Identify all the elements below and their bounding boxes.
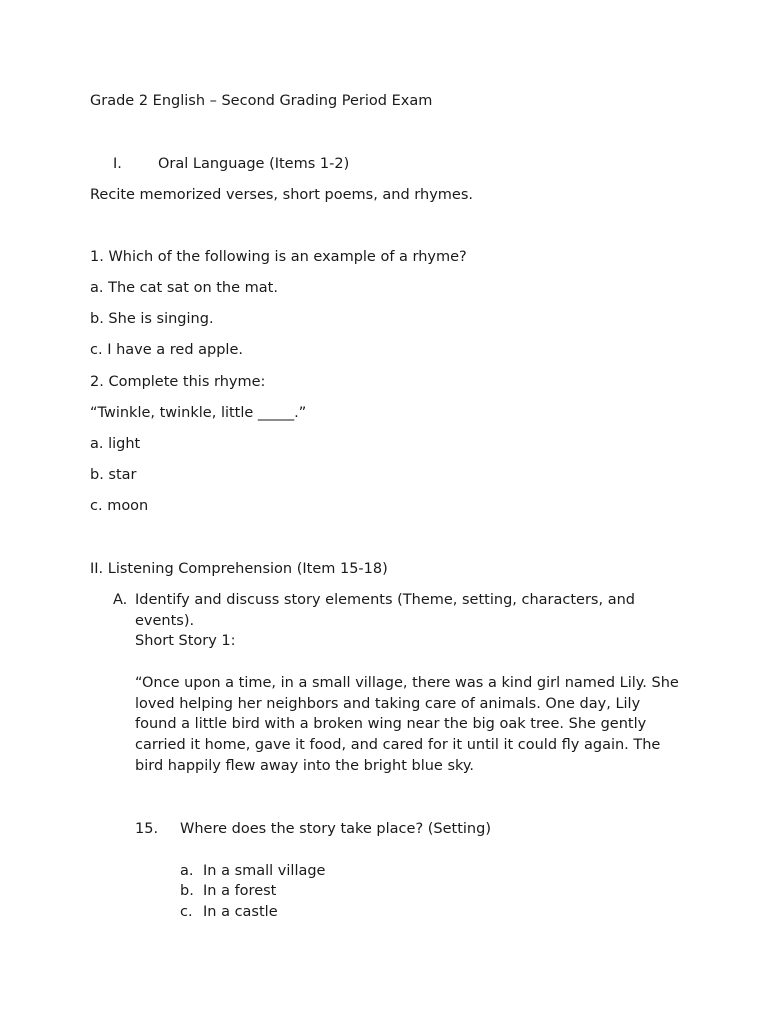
question2-prompt: 2. Complete this rhyme: xyxy=(90,374,266,390)
story-label: Short Story 1: xyxy=(135,633,236,650)
question1-option-c: c. I have a red apple. xyxy=(90,342,243,358)
question2-rhyme: “Twinkle, twinkle, little _____.” xyxy=(90,405,307,421)
section2-heading: II. Listening Comprehension (Item 15-18) xyxy=(90,561,388,577)
question2-option-b: b. star xyxy=(90,467,137,483)
exam-title: Grade 2 English – Second Grading Period Exam xyxy=(90,93,433,109)
section1-instruction: Recite memorized verses, short poems, and rhymes. xyxy=(90,187,473,203)
question15-option-b-text: In a forest xyxy=(203,883,277,899)
question15-option-c-letter: c. xyxy=(180,904,193,920)
question1-option-a: a. The cat sat on the mat. xyxy=(90,280,278,296)
question15-option-c-text: In a castle xyxy=(203,904,278,920)
question1-option-b: b. She is singing. xyxy=(90,311,214,327)
short-story-text: “Once upon a time, in a small village, there was a kind girl named Lily. She loved helping her neighbors and taking care of animals. One day, Lily found a little bird with a broken wing near the big oak tree. She gently carried it home, gave it food, and cared for it until it could fly again. The bird happily flew away into the bright blue sky. xyxy=(135,675,679,774)
question2-option-a: a. light xyxy=(90,436,141,452)
section2-part-a-block xyxy=(135,590,680,652)
question15-option-a-letter: a. xyxy=(180,863,194,879)
section1-number: I. xyxy=(113,156,122,172)
section2-part-a-instruction: Identify and discuss story elements (Theme, setting, characters, and events). xyxy=(135,592,635,629)
question1-prompt: 1. Which of the following is an example of a rhyme? xyxy=(90,249,467,265)
question15-option-a-text: In a small village xyxy=(203,863,326,879)
question15-number: 15. xyxy=(135,821,159,837)
question2-option-c: c. moon xyxy=(90,498,149,514)
question15-prompt: Where does the story take place? (Setting) xyxy=(180,821,491,837)
section2-part-a-letter: A. xyxy=(113,592,128,608)
question15-option-b-letter: b. xyxy=(180,883,194,899)
section1-heading: Oral Language (Items 1-2) xyxy=(158,156,350,172)
